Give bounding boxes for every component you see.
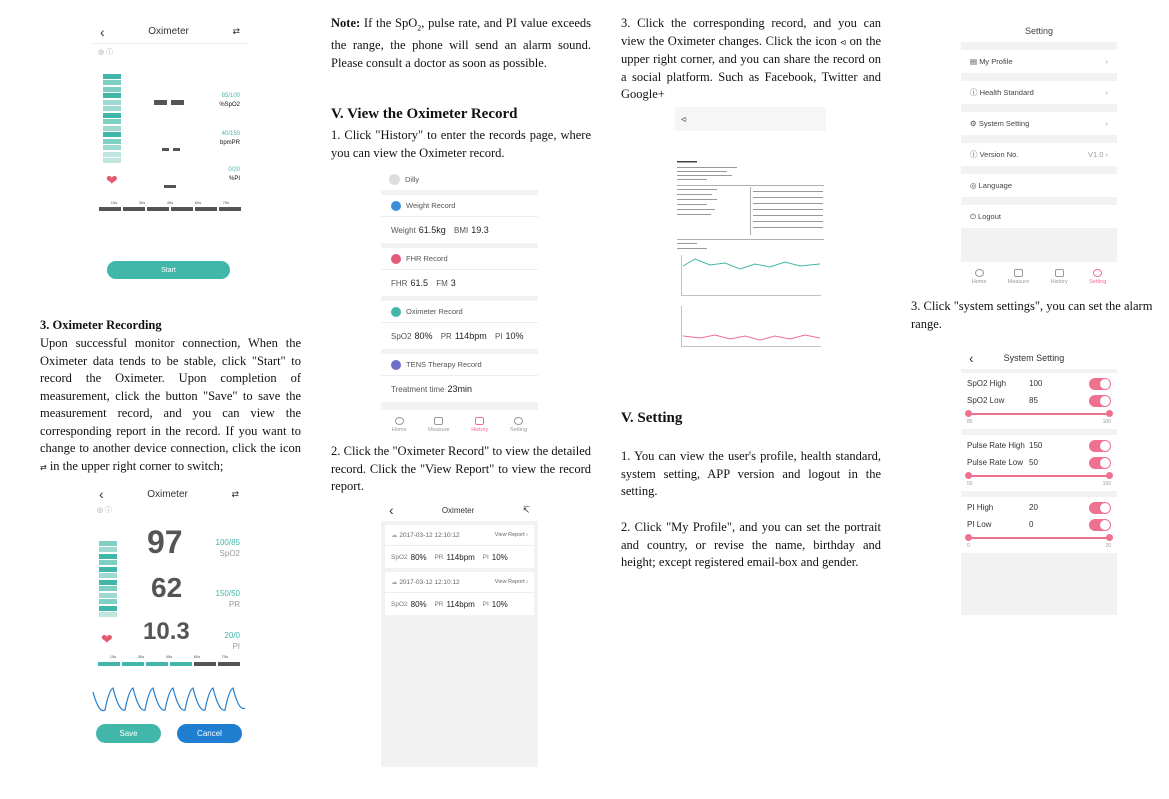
time-scale-bar — [97, 662, 241, 666]
pr-value: 114bpm — [446, 552, 475, 562]
fm-value: 3 — [450, 278, 456, 288]
report-header — [675, 107, 826, 131]
nav-setting[interactable] — [510, 417, 527, 433]
fhr-record-card[interactable] — [381, 248, 538, 296]
record-date: 2017-03-12 12:10:12 — [399, 532, 460, 539]
field-label: PI — [494, 331, 503, 341]
screen-header — [961, 347, 1117, 369]
nav-label: Measure — [428, 427, 450, 433]
scale-label: 75s — [221, 654, 229, 659]
record-item[interactable] — [385, 572, 534, 615]
screen-title: Setting — [961, 20, 1117, 42]
view-report-link[interactable]: View Report — [494, 532, 525, 538]
user-row[interactable] — [381, 168, 538, 190]
profile-card-icon: ▤ — [970, 57, 978, 66]
globe-icon: ◎ — [970, 181, 977, 190]
setting-label: System Setting — [978, 119, 1030, 128]
setting-my-profile[interactable]: ▤ My Profile › — [961, 50, 1117, 73]
alarm-toggle[interactable] — [1089, 502, 1111, 514]
field-label: FM — [436, 278, 448, 288]
range-slider[interactable] — [961, 471, 1117, 481]
signal-bar-graph — [103, 72, 121, 165]
help-icon[interactable]: ⓘ — [105, 507, 113, 514]
pr-range: 40/150 — [221, 131, 240, 137]
setting-health-standard[interactable]: ⓘ Health Standard › — [961, 81, 1117, 104]
spo2-readout — [216, 537, 240, 559]
field-label: PR — [434, 600, 444, 608]
pr-readout — [216, 588, 240, 610]
oximeter-recording-section — [40, 318, 301, 476]
time-scale-labels — [100, 200, 240, 205]
avatar — [389, 174, 400, 185]
note-text: If the SpO — [363, 16, 418, 30]
screen-title: Oximeter — [147, 488, 188, 500]
fhr-value: 61.5 — [410, 278, 428, 288]
nav-setting[interactable] — [1089, 269, 1106, 285]
history-icon — [475, 417, 484, 425]
pr-range: 150/50 — [215, 589, 240, 598]
nav-label: History — [471, 427, 489, 433]
alarm-value: 85 — [1029, 396, 1038, 405]
gear-icon — [1093, 269, 1102, 277]
pi-value: 10.3 — [143, 618, 190, 645]
alarm-label: Pulse Rate High — [967, 441, 1025, 450]
cloud-icon: ☁ — [391, 579, 398, 586]
home-icon — [975, 269, 984, 277]
scale-label: 75s — [222, 200, 230, 205]
card-title: Weight Record — [406, 201, 456, 210]
record-date: 2017-03-12 12:10:12 — [399, 579, 460, 586]
spo2-value: 80% — [414, 331, 433, 341]
setting-logout[interactable] — [961, 205, 1117, 228]
share-icon[interactable]: ⪦ — [681, 113, 687, 125]
nav-home[interactable] — [972, 269, 987, 285]
note-label: Note: — [331, 16, 361, 30]
alarm-label: Pulse Rate Low — [967, 458, 1024, 467]
info-icon: ⓘ — [970, 150, 978, 159]
oximeter-record-card[interactable] — [381, 301, 538, 349]
spo2-unit: SpO2 — [219, 549, 240, 558]
section-heading: V. Setting — [621, 410, 683, 426]
card-title: TENS Therapy Record — [406, 360, 482, 369]
back-icon[interactable]: ‹ — [969, 350, 974, 366]
scale-label: 45s — [165, 654, 173, 659]
field-label: FHR — [391, 278, 408, 288]
gear-icon — [514, 417, 523, 425]
setting-label: Language — [978, 181, 1013, 190]
pleth-waveform — [91, 682, 247, 718]
back-icon[interactable]: ‹ — [389, 502, 394, 518]
setting-label: My Profile — [979, 57, 1013, 66]
field-label: SpO2 — [391, 553, 408, 561]
scale-label: 15s — [110, 200, 118, 205]
chevron-right-icon: › — [526, 532, 528, 538]
field-label: PI — [482, 553, 489, 561]
user-name: Dilly — [405, 174, 420, 184]
nav-measure[interactable] — [428, 417, 449, 433]
body-text: 2. Click "My Profile", and you can set the portrait and country, or revise the name, birthday and height; except registered email-box and gender. — [621, 520, 881, 569]
alarm-label: SpO2 High — [967, 379, 1007, 388]
heart-icon: ❤ — [101, 631, 113, 647]
heart-icon — [391, 254, 401, 264]
body-text: 1. You can view the user's profile, health standard, system setting, APP version and logout in the setting. — [621, 449, 881, 498]
nav-measure[interactable] — [1008, 269, 1029, 285]
alarm-value: 100 — [1029, 379, 1043, 388]
heart-icon: ❤ — [106, 172, 118, 188]
field-label: Treatment time — [391, 384, 445, 394]
screen-header — [381, 499, 538, 521]
pi-unit: %PI — [228, 176, 240, 182]
field-label: PI — [482, 600, 489, 608]
pi-range: 0/20 — [228, 167, 240, 173]
pi-unit: PI — [232, 642, 240, 651]
weight-record-card[interactable] — [381, 195, 538, 243]
report-preview — [675, 131, 826, 375]
pi-readout — [228, 166, 240, 184]
spo2-placeholder — [154, 92, 184, 110]
nav-label: History — [1050, 279, 1068, 285]
chevron-right-icon: › — [526, 579, 528, 585]
screen-title: System Setting — [1003, 353, 1065, 363]
scale-label: 45s — [166, 200, 174, 205]
body-text-2: on the upper right corner, and you can share the record on a social platform. Such as Facebook, Twitter and Google+ — [621, 33, 882, 101]
field-label: PR — [440, 331, 452, 341]
pr-value: 114bpm — [446, 599, 475, 609]
switch-device-icon[interactable]: ⇄ — [232, 26, 240, 36]
view-report-link[interactable]: View Report — [494, 579, 525, 585]
pr-readout — [220, 130, 240, 148]
oximeter-records-screen — [381, 499, 538, 767]
report-screen — [675, 107, 826, 375]
pr-value: 62 — [151, 572, 183, 603]
setting-label: Logout — [978, 211, 1001, 221]
oximeter-measuring-screen — [91, 484, 247, 750]
system-setting-screen — [961, 347, 1117, 615]
chart-icon[interactable]: ↸ — [522, 504, 530, 515]
share-inline-icon: ⪦ — [840, 36, 846, 48]
screen-header — [91, 484, 247, 504]
nav-label: Home — [391, 427, 407, 433]
record-item[interactable] — [385, 525, 534, 568]
range-min: 50 — [967, 481, 973, 487]
body-text: 1. Click "History" to enter the records page, where you can view the Oximeter record. — [331, 128, 591, 160]
range-min: 0 — [967, 543, 970, 549]
scale-label: 60s — [194, 200, 202, 205]
signal-bar-graph — [99, 539, 117, 619]
help-icon[interactable]: ⓘ — [106, 49, 114, 56]
nav-label: Home — [971, 279, 987, 285]
pi-value: 10% — [491, 552, 508, 562]
spo2-alarm-group — [961, 373, 1117, 429]
nav-history[interactable] — [1051, 269, 1068, 285]
time-scale-bar — [98, 207, 242, 211]
bottom-nav — [381, 410, 538, 436]
cloud-icon: ☁ — [391, 532, 398, 539]
spo2-readout — [219, 92, 240, 110]
nav-home[interactable] — [392, 417, 407, 433]
switch-inline-icon: ⇄ — [40, 462, 47, 472]
range-slider[interactable] — [961, 533, 1117, 543]
start-button[interactable]: Start — [107, 261, 230, 279]
field-label: SpO2 — [391, 331, 412, 341]
alarm-label: PI Low — [967, 520, 992, 529]
body-text-tail: in the upper right corner to switch; — [49, 458, 224, 473]
alarm-value: 150 — [1029, 441, 1043, 450]
tens-icon — [391, 360, 401, 370]
screen-title: Oximeter — [441, 505, 475, 515]
scale-label: 30s — [137, 654, 145, 659]
note-text-2: , pulse rate, and PI value exceeds the range, the phone will send an alarm sound. Please consult a doctor as soon as possible. — [331, 16, 592, 70]
pr-placeholder — [162, 138, 180, 156]
oximeter-start-screen — [92, 20, 248, 280]
alarm-value: 20 — [1029, 503, 1038, 512]
pi-value: 10% — [505, 331, 524, 341]
settings-circle-icon[interactable]: ◎ — [97, 507, 104, 514]
pr-unit: PR — [228, 600, 240, 609]
bmi-value: 19.3 — [471, 225, 489, 235]
alarm-value: 50 — [1029, 458, 1038, 467]
scale-label: 15s — [109, 654, 117, 659]
oximeter-icon — [391, 307, 401, 317]
history-screen — [381, 168, 538, 436]
cancel-button[interactable]: Cancel — [177, 724, 242, 743]
alarm-toggle[interactable] — [1089, 395, 1111, 407]
setting-screen — [961, 20, 1117, 288]
body-text: Upon successful monitor connection, When the Oximeter data tends to be stable, click "Start" to record the Oximeter. Upon completion of measurement, click the button "Save" to save the measurement record, and you can view the corresponding report in the record. If you want to change to another device connection, click the icon — [40, 336, 301, 455]
alarm-toggle[interactable] — [1089, 378, 1111, 390]
home-icon — [395, 417, 404, 425]
pi-alarm-group — [961, 497, 1117, 553]
pi-value: 10% — [491, 599, 508, 609]
measure-icon — [434, 417, 443, 425]
weight-value: 61.5kg — [418, 225, 446, 235]
spo2-value: 80% — [410, 552, 427, 562]
pulse-alarm-group — [961, 435, 1117, 491]
save-button[interactable]: Save — [96, 724, 161, 743]
card-title: FHR Record — [406, 254, 448, 263]
setting-language[interactable] — [961, 174, 1117, 197]
setting-value: V1.0 — [1087, 150, 1104, 159]
bottom-nav — [961, 262, 1117, 288]
card-title: Oximeter Record — [406, 307, 463, 316]
range-slider[interactable] — [961, 409, 1117, 419]
note-subscript: 2 — [417, 23, 422, 33]
nav-label: Measure — [1007, 279, 1030, 285]
back-icon[interactable]: ‹ — [99, 486, 104, 502]
gear-icon: ⚙ — [970, 119, 977, 128]
spo2-range: 85/100 — [221, 93, 240, 99]
screen-header — [92, 20, 248, 44]
field-label: PR — [434, 553, 444, 561]
switch-device-icon[interactable]: ⇄ — [231, 488, 239, 499]
alarm-toggle[interactable] — [1089, 457, 1111, 469]
spo2-unit: %SpO2 — [219, 102, 240, 108]
range-max: 20 — [1105, 543, 1111, 549]
screen-title: Oximeter — [148, 26, 189, 37]
share-paragraph — [621, 15, 881, 104]
alarm-toggle[interactable] — [1089, 519, 1111, 531]
help-icons — [91, 504, 247, 516]
setting-label: Health Standard — [979, 88, 1034, 97]
range-max: 150 — [1102, 481, 1111, 487]
section-heading: V. View the Oximeter Record — [331, 106, 518, 122]
range-min: 85 — [967, 419, 973, 425]
history-icon — [1055, 269, 1064, 277]
alarm-label: SpO2 Low — [967, 396, 1005, 405]
section-heading: 3. Oximeter Recording — [40, 318, 162, 332]
spo2-value: 80% — [410, 599, 427, 609]
spo2-range: 100/85 — [215, 538, 240, 547]
question-icon: ⓘ — [970, 88, 978, 97]
nav-label: Setting — [510, 427, 528, 433]
back-icon[interactable]: ‹ — [100, 23, 105, 40]
setting-label: Version No. — [979, 150, 1019, 159]
spo2-value: 97 — [147, 524, 183, 560]
pi-readout — [224, 630, 240, 652]
body-text: 2. Click the "Oximeter Record" to view the detailed record. Click the "View Report" to view the record report. — [331, 444, 591, 493]
setting-version[interactable]: ⓘ Version No. V1.0 › — [961, 143, 1117, 166]
alarm-label: PI High — [967, 503, 994, 512]
scale-label: 30s — [138, 200, 146, 205]
weight-icon — [391, 201, 401, 211]
tens-value: 23min — [447, 384, 473, 394]
alarm-value: 0 — [1029, 520, 1034, 529]
alarm-toggle[interactable] — [1089, 440, 1111, 452]
body-text: 3. Click the corresponding record, and you can view the Oximeter changes. Click the icon — [621, 16, 881, 48]
setting-system-setting[interactable]: ⚙ System Setting › — [961, 112, 1117, 135]
settings-circle-icon[interactable]: ◎ — [98, 49, 105, 56]
pi-placeholder — [164, 175, 176, 193]
body-text: 3. Click "system settings", you can set the alarm range. — [911, 299, 1153, 331]
time-scale-labels — [99, 654, 239, 659]
field-label: SpO2 — [391, 600, 408, 608]
help-icons — [92, 44, 248, 60]
nav-label: Setting — [1089, 279, 1107, 285]
field-label: Weight — [391, 225, 416, 235]
pr-unit: bpmPR — [219, 140, 240, 146]
measure-icon — [1014, 269, 1023, 277]
field-label: BMI — [454, 225, 469, 235]
power-icon: ⏻ — [970, 211, 976, 221]
scale-label: 60s — [193, 654, 201, 659]
nav-history[interactable] — [471, 417, 488, 433]
pr-value: 114bpm — [454, 331, 487, 341]
range-max: 100 — [1102, 419, 1111, 425]
pi-range: 20/0 — [224, 631, 240, 640]
tens-record-card[interactable] — [381, 354, 538, 402]
note-paragraph — [331, 15, 591, 72]
